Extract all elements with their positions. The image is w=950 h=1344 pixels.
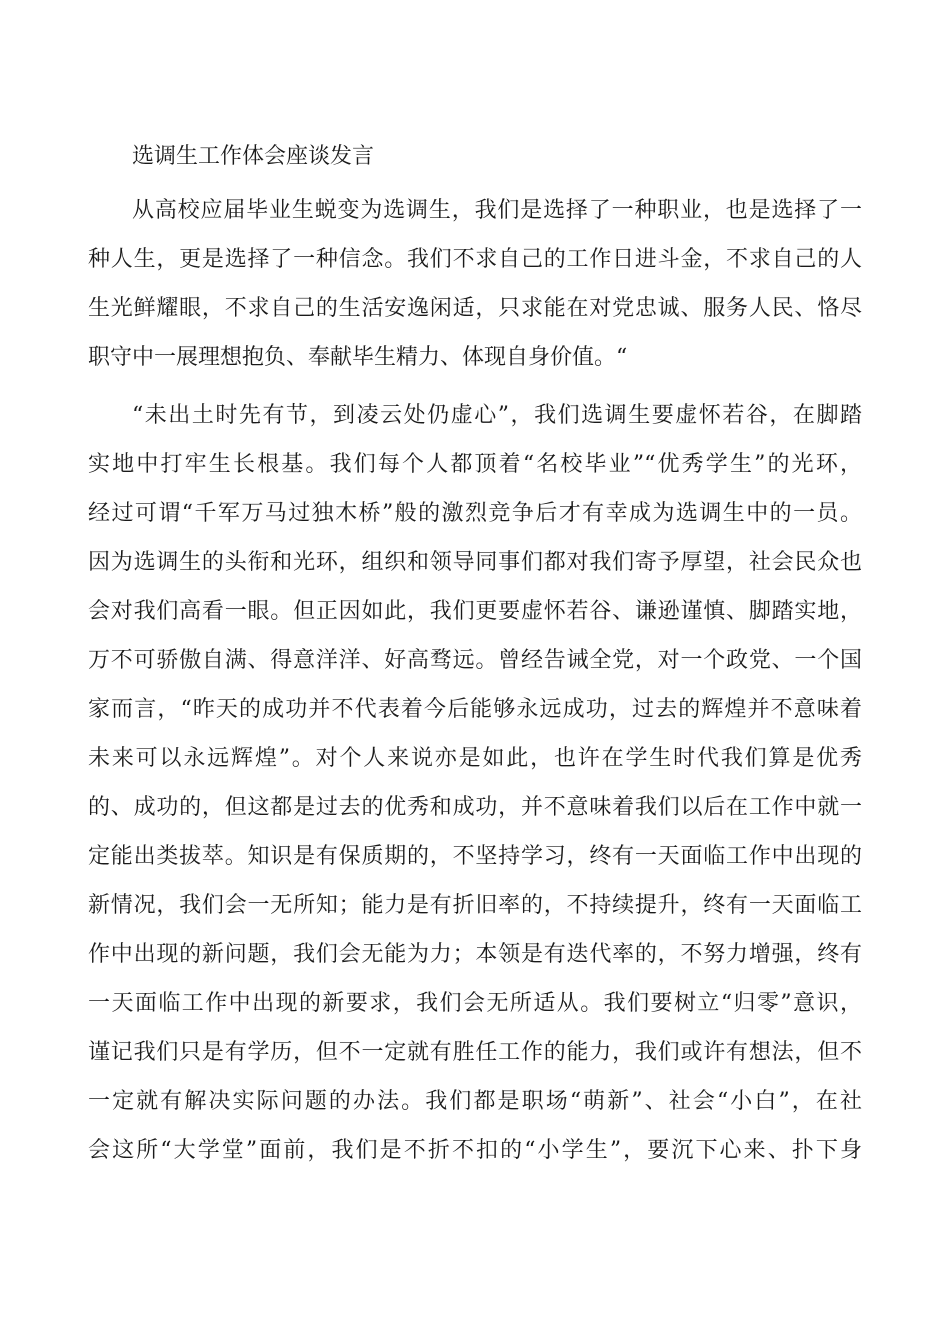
paragraph-2-line-15: 一定就有解决实际问题的办法。我们都是职场“萌新”、社会“小白”，在社 (88, 1089, 862, 1114)
paragraph-1-line-2: 种人生，更是选择了一种信念。我们不求自己的工作日进斗金，不求自己的人 (88, 247, 862, 272)
paragraph-2-line-8: 未来可以永远辉煌”。对个人来说亦是如此，也许在学生时代我们算是优秀 (88, 746, 862, 771)
document-title: 选调生工作体会座谈发言 (132, 144, 375, 169)
paragraph-1-line-3: 生光鲜耀眼，不求自己的生活安逸闲适，只求能在对党忠诚、服务人民、恪尽 (88, 296, 862, 321)
paragraph-2-line-14: 谨记我们只是有学历，但不一定就有胜任工作的能力，我们或许有想法，但不 (88, 1040, 862, 1065)
paragraph-2-line-6: 万不可骄傲自满、得意洋洋、好高骛远。曾经告诫全党，对一个政党、一个国 (88, 648, 862, 673)
paragraph-1-line-4: 职守中一展理想抱负、奉献毕生精力、体现自身价值。“ (88, 345, 628, 370)
paragraph-2-line-5: 会对我们高看一眼。但正因如此，我们更要虚怀若谷、谦逊谨慎、脚踏实地， (88, 599, 862, 624)
paragraph-2-line-9: 的、成功的，但这都是过去的优秀和成功，并不意味着我们以后在工作中就一 (88, 795, 862, 820)
paragraph-2-line-13: 一天面临工作中出现的新要求，我们会无所适从。我们要树立“归零”意识， (88, 991, 862, 1016)
paragraph-2-line-3: 经过可谓“千军万马过独木桥”般的激烈竞争后才有幸成为选调生中的一员。 (88, 501, 862, 526)
paragraph-2-line-10: 定能出类拔萃。知识是有保质期的，不坚持学习，终有一天面临工作中出现的 (88, 844, 862, 869)
paragraph-2-line-4: 因为选调生的头衔和光环，组织和领导同事们都对我们寄予厚望，社会民众也 (88, 550, 862, 575)
paragraph-2-line-12: 作中出现的新问题，我们会无能为力；本领是有迭代率的，不努力增强，终有 (88, 942, 862, 967)
paragraph-2-line-1: “未出土时先有节，到凌云处仍虚心”，我们选调生要虚怀若谷，在脚踏 (132, 403, 862, 428)
paragraph-2-line-7: 家而言，“昨天的成功并不代表着今后能够永远成功，过去的辉煌并不意味着 (88, 697, 862, 722)
paragraph-2-line-16: 会这所“大学堂”面前，我们是不折不扣的“小学生”，要沉下心来、扑下身 (88, 1138, 862, 1163)
paragraph-1-line-1: 从高校应届毕业生蜕变为选调生，我们是选择了一种职业，也是选择了一 (132, 198, 862, 223)
paragraph-2-line-11: 新情况，我们会一无所知；能力是有折旧率的，不持续提升，终有一天面临工 (88, 893, 862, 918)
paragraph-2-line-2: 实地中打牢生长根基。我们每个人都顶着“名校毕业”“优秀学生”的光环， (88, 452, 862, 477)
